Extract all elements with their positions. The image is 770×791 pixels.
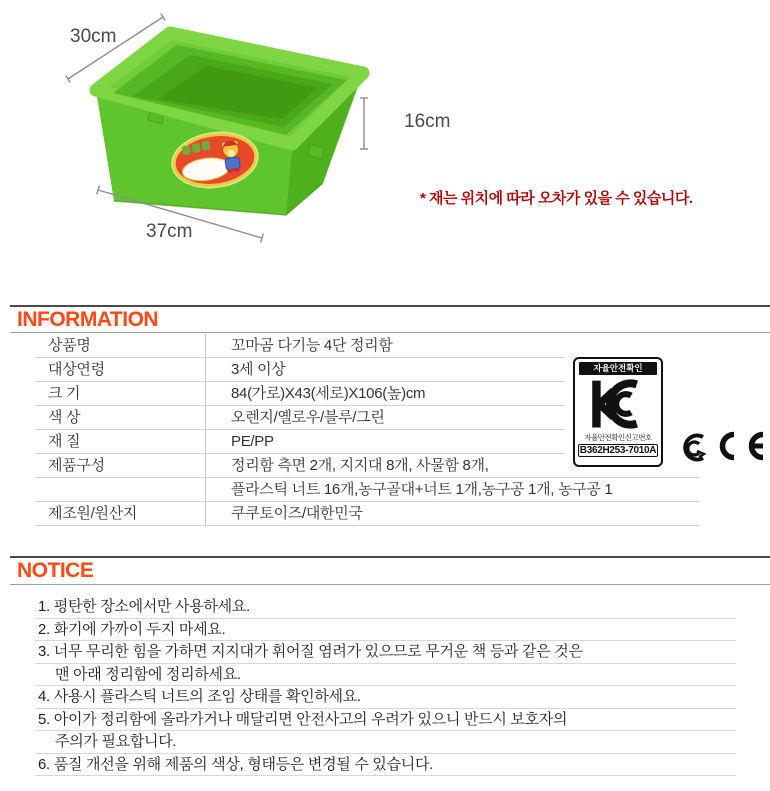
row-label: 색 상: [48, 409, 81, 426]
row-label: [35, 478, 205, 501]
row-value: PE/PP: [205, 430, 700, 453]
kc-number-label: 자율안전확인신고번호: [584, 433, 652, 442]
information-top-line: [10, 305, 770, 307]
notice-item-continuation: 주의가 필요합니다.: [35, 731, 736, 754]
notice-item: 6. 품질 개선을 위해 제품의 색상, 형태등은 변경될 수 있습니다.: [35, 754, 736, 777]
row-value: 오렌지/옐로우/블루/그린: [205, 406, 700, 429]
row-label: 상품명: [48, 337, 91, 354]
information-sub-line: [10, 332, 770, 333]
dim-width-label: 30cm: [70, 26, 117, 47]
kc-top-label: 자율안전확인: [579, 362, 657, 375]
row-value: 84(가로)X43(세로)X106(높)cm: [205, 382, 700, 405]
table-row: [35, 478, 700, 502]
row-value: 플라스틱 너트 16개,농구골대+너트 1개,농구공 1개, 농구공 1: [205, 478, 700, 501]
row-label: 재 질: [48, 433, 81, 450]
dim-depth-label: 37cm: [146, 221, 193, 242]
notice-top-line: [10, 556, 770, 558]
product-bin-image: [55, 5, 475, 265]
kc-number: B362H253-7010A: [579, 445, 657, 456]
notice-title: NOTICE: [17, 559, 94, 582]
row-value: 3세 이상: [205, 358, 700, 381]
kc-logo-icon: [588, 376, 648, 432]
certification-marks: [565, 353, 770, 471]
measurement-note: * 재는 위치에 따라 오차가 있을 수 있습니다.: [420, 190, 693, 207]
notice-item: 1. 평탄한 장소에서만 사용하세요.: [35, 596, 736, 619]
kc-small-mark-icon: [673, 433, 711, 463]
row-value: 정리함 측면 2개, 지지대 8개, 사물함 8개,: [205, 454, 700, 477]
ce-mark-icon: [711, 431, 769, 461]
row-label: 제품구성: [48, 457, 105, 474]
row-value: 꼬마곰 다기능 4단 정리함: [205, 334, 700, 357]
kc-certification-box: [573, 357, 663, 467]
row-value: 쿠쿠토이즈/대한민국: [205, 502, 700, 525]
notice-item: 4. 사용시 플라스틱 너트의 조임 상태를 확인하세요.: [35, 686, 736, 709]
dim-height-label: 16cm: [404, 111, 451, 132]
row-label: 제조원/원산지: [48, 505, 138, 522]
row-label: 크 기: [48, 385, 81, 402]
notice-list: [35, 596, 736, 776]
notice-item: 5. 아이가 정리함에 올라가거나 매달리면 안전사고의 우려가 있으니 반드시 보호자의: [35, 709, 736, 732]
information-title: INFORMATION: [17, 308, 159, 331]
table-row: [35, 502, 700, 526]
row-label: 대상연령: [48, 361, 105, 378]
notice-item: 2. 화기에 가까이 두지 마세요.: [35, 619, 736, 642]
notice-item-continuation: 맨 아래 정리함에 정리하세요.: [35, 664, 736, 687]
notice-sub-line: [10, 584, 770, 585]
notice-item: 3. 너무 무리한 힘을 가하면 지지대가 휘어질 염려가 있으므로 무거운 책 등과 같은 것은: [35, 641, 736, 664]
